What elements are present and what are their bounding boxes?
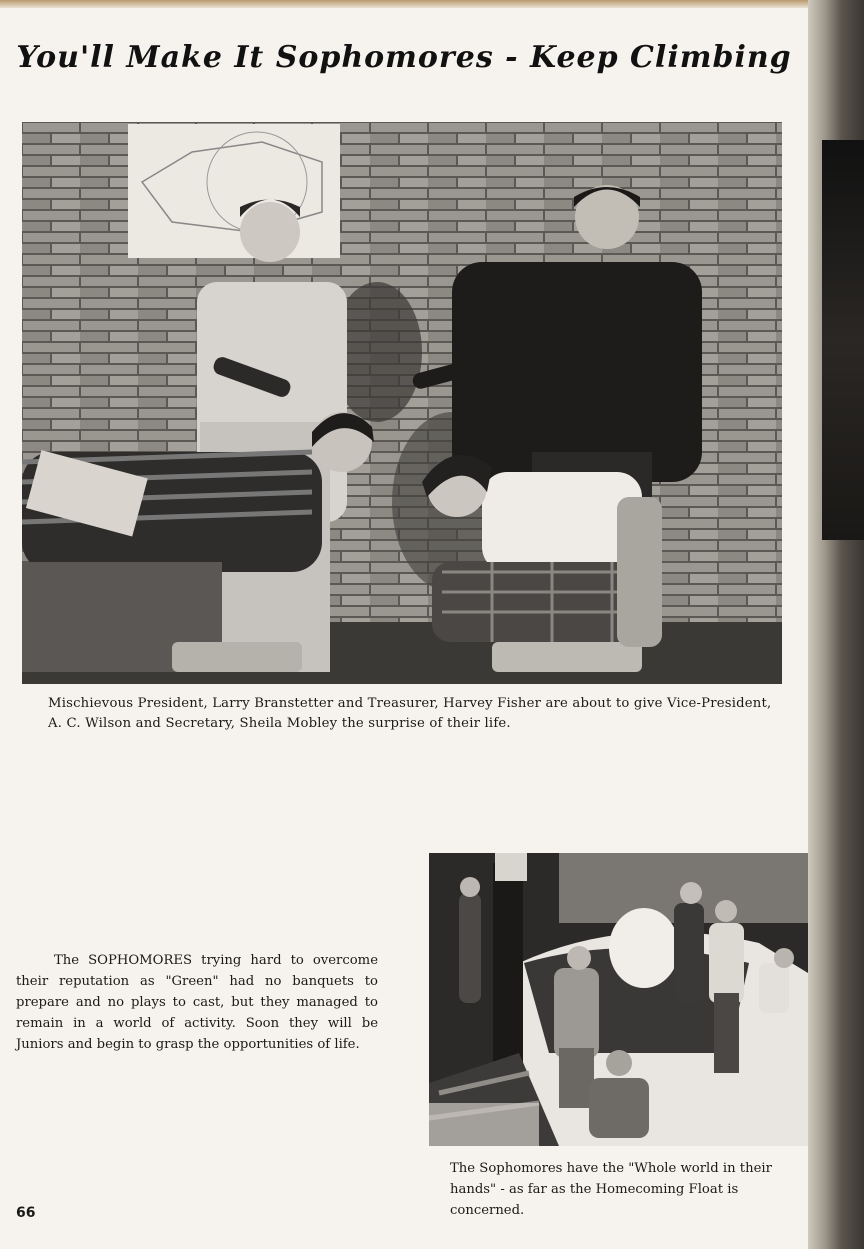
homecoming-float-photo-illustration <box>429 853 808 1146</box>
officers-photo-illustration <box>22 122 782 684</box>
homecoming-float-photo <box>429 853 808 1146</box>
page-title: You'll Make It Sophomores - Keep Climbing <box>16 40 792 75</box>
facing-page-photo-edge <box>822 140 864 540</box>
homecoming-float-caption: The Sophomores have the "Whole world in their hands" - as far as the Homecoming Float is concerned. <box>450 1161 772 1218</box>
page-top-edge <box>0 0 864 8</box>
officers-photo-caption: Mischievous President, Larry Branstetter and Treasurer, Harvey Fisher are about to give Vice-President, A. C. Wilson and Secretary, Sheila Mobley the surprise of their life. <box>48 696 772 731</box>
sophomore-summary-paragraph: The SOPHOMORES trying hard to overcome their reputation as "Green" had no banquets to prepare and no plays to cast, but they managed to remain in a world of activity. Soon they will be Juniors and begin to grasp the opportunities of life. <box>16 953 378 1052</box>
page-number: 66 <box>16 1205 36 1221</box>
officers-photo <box>22 122 782 684</box>
